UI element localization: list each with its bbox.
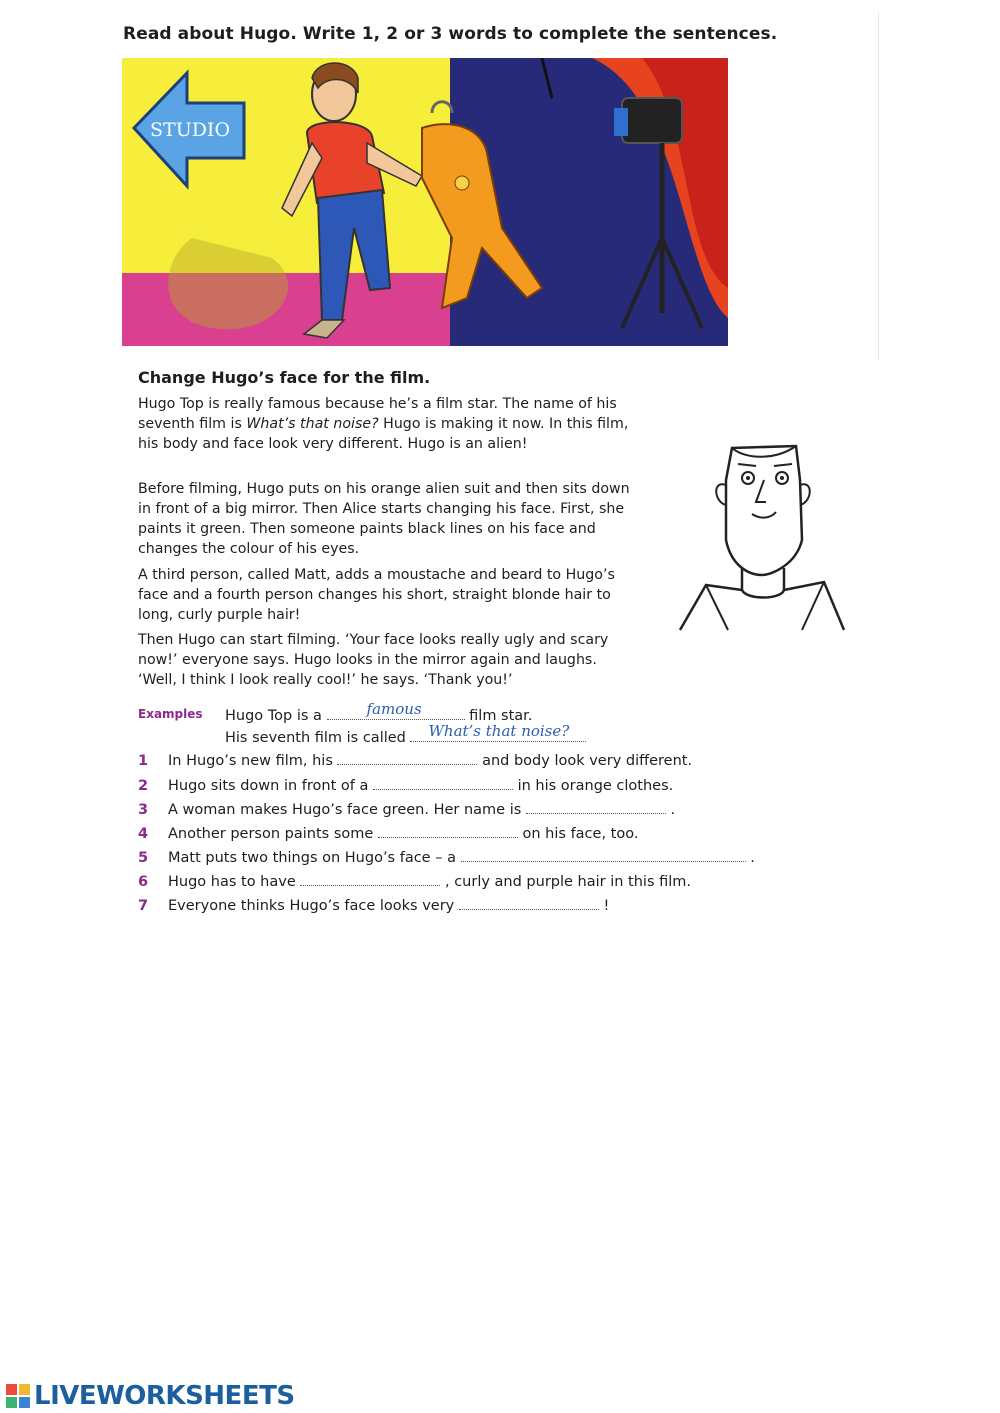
answer-blank-4[interactable]	[378, 823, 518, 838]
studio-illustration	[122, 58, 728, 346]
story-title: Change Hugo’s face for the film.	[138, 368, 431, 387]
answer-blank-3[interactable]	[526, 799, 666, 814]
liveworksheets-logo[interactable]	[6, 1380, 295, 1412]
question-2: 2 Hugo sits down in front of a in his orange clothes.	[138, 775, 673, 794]
liveworksheets-logo-text: LIVEWORKSHEETS	[34, 1381, 295, 1411]
question-7: 7 Everyone thinks Hugo’s face looks very !	[138, 895, 609, 914]
examples-label: Examples	[138, 707, 203, 721]
question-5: 5 Matt puts two things on Hugo’s face – a .	[138, 847, 755, 866]
example-2-answer-blank	[410, 722, 586, 742]
answer-blank-6[interactable]	[300, 871, 440, 886]
answer-blank-5[interactable]	[461, 847, 746, 862]
example-1-answer-blank	[327, 700, 465, 720]
story-paragraph-4: Then Hugo can start filming. ‘Your face looks really ugly and scary now!’ everyone says. Hugo looks in the mirror again and laughs. ‘Well, I think I look really cool!’ he says. ‘Thank you!’	[138, 632, 609, 688]
answer-blank-2[interactable]	[373, 775, 513, 790]
instruction-heading: Read about Hugo. Write 1, 2 or 3 words to complete the sentences.	[123, 24, 778, 44]
question-6: 6 Hugo has to have , curly and purple hair in this film.	[138, 871, 691, 890]
liveworksheets-logo-icon	[6, 1384, 30, 1408]
example-2: His seventh film is called What’s that noise?	[225, 727, 586, 746]
studio-sign-text: STUDIO	[150, 119, 231, 141]
answer-blank-1[interactable]	[337, 750, 477, 765]
example-1: Hugo Top is a famous film star.	[225, 700, 533, 724]
answer-blank-7[interactable]	[459, 895, 599, 910]
example-2-answer: What’s that noise?	[428, 722, 570, 740]
example-1-answer: famous	[366, 700, 422, 718]
film-title: What’s that noise?	[246, 416, 379, 432]
question-1: 1 In Hugo’s new film, his and body look very different.	[138, 750, 692, 769]
divider-line	[878, 12, 879, 360]
story-paragraph-1: Hugo Top is really famous because he’s a film star. The name of his seventh film is What’s that noise? Hugo is making it now. In this film, his body and face look very different. Hugo is an alien!	[138, 396, 629, 452]
story-paragraph-3: A third person, called Matt, adds a moustache and beard to Hugo’s face and a fourth person changes his short, straight blonde hair to long, curly purple hair!	[138, 567, 615, 623]
hugo-face-drawing	[676, 440, 848, 634]
question-3: 3 A woman makes Hugo’s face green. Her name is .	[138, 799, 675, 818]
question-4: 4 Another person paints some on his face, too.	[138, 823, 638, 842]
story-paragraph-2: Before filming, Hugo puts on his orange alien suit and then sits down in front of a big mirror. Then Alice starts changing his face. First, she paints it green. Then someone paints black lines on his face and changes the colour of his eyes.	[138, 481, 630, 557]
